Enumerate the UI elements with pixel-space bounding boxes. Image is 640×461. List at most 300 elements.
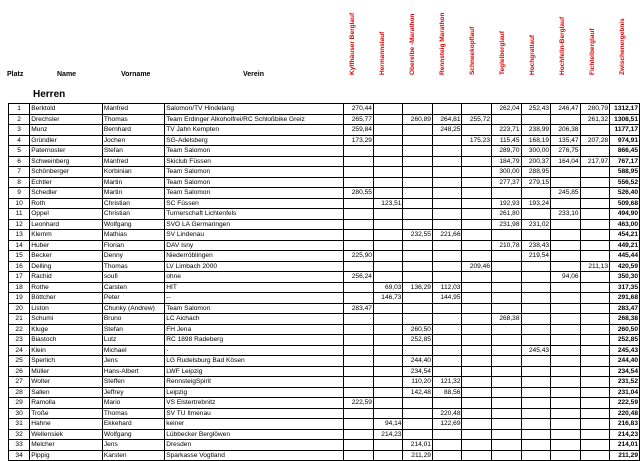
cell-score [432, 303, 462, 314]
cell-score [403, 146, 433, 157]
cell-score [403, 188, 433, 199]
cell-verein: RC 1898 Radeberg [165, 335, 344, 346]
cell-platz: 18 [9, 282, 30, 293]
cell-score [432, 398, 462, 409]
cell-score [344, 419, 374, 430]
cell-score [462, 156, 492, 167]
cell-name: Berktold [30, 104, 103, 115]
cell-score [432, 314, 462, 325]
cell-score [551, 167, 581, 178]
cell-score [462, 146, 492, 157]
cell-score [551, 293, 581, 304]
cell-total: 556,52 [610, 177, 640, 188]
table-row [9, 125, 640, 136]
cell-platz: 33 [9, 440, 30, 451]
cell-total: 866,45 [610, 146, 640, 157]
cell-score: 168,19 [521, 135, 551, 146]
cell-score: 221,66 [432, 230, 462, 241]
cell-score [462, 419, 492, 430]
cell-score [492, 114, 522, 125]
cell-name: Drechsler [30, 114, 103, 125]
cell-score [492, 251, 522, 262]
cell-score [462, 450, 492, 461]
cell-verein: SVO LA Germaringen [165, 219, 344, 230]
cell-score: 252,43 [521, 104, 551, 115]
results-table [8, 103, 640, 461]
cell-score: 248,25 [432, 125, 462, 136]
cell-score [403, 272, 433, 283]
cell-score [580, 240, 610, 251]
cell-verein: Sparkasse Vogtland [165, 450, 344, 461]
cell-score [432, 272, 462, 283]
cell-score: 255,72 [462, 114, 492, 125]
cell-score [462, 387, 492, 398]
cell-score [462, 356, 492, 367]
cell-total: 231,04 [610, 387, 640, 398]
cell-score [344, 429, 374, 440]
cell-name: Wolter [30, 377, 103, 388]
cell-verein: SG-Adelsberg [165, 135, 344, 146]
cell-score [432, 440, 462, 451]
cell-score [373, 314, 403, 325]
cell-total: 1312,17 [610, 104, 640, 115]
cell-score [344, 377, 374, 388]
cell-score [580, 398, 610, 409]
cell-verein: SC Füssen [165, 198, 344, 209]
cell-verein: Team Erdinger Alkoholfrei/RC Schloßbike Greiz [165, 114, 344, 125]
cell-score [521, 261, 551, 272]
cell-score [580, 366, 610, 377]
cell-score [551, 366, 581, 377]
cell-score [521, 114, 551, 125]
header-name: Name [57, 71, 77, 78]
cell-name: Wellensiek [30, 429, 103, 440]
cell-score [432, 345, 462, 356]
table-row [9, 135, 640, 146]
cell-score: 280,79 [580, 104, 610, 115]
cell-score [492, 272, 522, 283]
cell-score [344, 177, 374, 188]
cell-score [432, 324, 462, 335]
cell-score [551, 314, 581, 325]
cell-score: 136,29 [403, 282, 433, 293]
cell-verein: HIT [165, 282, 344, 293]
cell-score [521, 419, 551, 430]
cell-score [373, 303, 403, 314]
table-row [9, 188, 640, 199]
cell-score [373, 188, 403, 199]
cell-score [373, 366, 403, 377]
cell-name: Hahne [30, 419, 103, 430]
cell-vorname: Ekkehard [102, 419, 164, 430]
cell-score: 244,40 [403, 356, 433, 367]
cell-score [373, 240, 403, 251]
cell-score [580, 167, 610, 178]
cell-platz: 27 [9, 377, 30, 388]
cell-vorname: Steffen [102, 377, 164, 388]
cell-score [492, 188, 522, 199]
cell-score [462, 209, 492, 220]
cell-score: 283,47 [344, 303, 374, 314]
cell-name: Gründler [30, 135, 103, 146]
cell-verein: Team Salomon [165, 303, 344, 314]
cell-score [403, 240, 433, 251]
cell-total: 1308,51 [610, 114, 640, 125]
race-header [587, 0, 599, 80]
race-header [377, 0, 389, 80]
cell-score [373, 398, 403, 409]
cell-score [580, 282, 610, 293]
cell-score [432, 429, 462, 440]
header-platz: Platz [7, 71, 24, 78]
cell-verein: Team Salomon [165, 167, 344, 178]
cell-score [580, 146, 610, 157]
cell-vorname: Jeffrey [102, 387, 164, 398]
cell-score [403, 219, 433, 230]
cell-score [521, 356, 551, 367]
cell-score [432, 104, 462, 115]
cell-score [403, 251, 433, 262]
cell-score: 94,06 [551, 272, 581, 283]
cell-verein: TV Jahn Kempten [165, 125, 344, 136]
cell-score [551, 408, 581, 419]
cell-verein: LG Rudelsburg Bad Kösen [165, 356, 344, 367]
cell-score: 220,48 [432, 408, 462, 419]
cell-score [344, 146, 374, 157]
cell-score [580, 219, 610, 230]
cell-score [551, 303, 581, 314]
cell-score [373, 440, 403, 451]
cell-score [521, 293, 551, 304]
cell-name: Echtler [30, 177, 103, 188]
cell-score [344, 450, 374, 461]
cell-score: 252,85 [403, 335, 433, 346]
cell-score [432, 177, 462, 188]
cell-total: 1177,17 [610, 125, 640, 136]
cell-score: 256,24 [344, 272, 374, 283]
cell-score: 223,71 [492, 125, 522, 136]
cell-score: 123,51 [373, 198, 403, 209]
cell-score [403, 303, 433, 314]
cell-score [432, 135, 462, 146]
cell-platz: 16 [9, 261, 30, 272]
cell-score: 279,15 [521, 177, 551, 188]
cell-verein: Dresden [165, 440, 344, 451]
cell-platz: 31 [9, 419, 30, 430]
cell-name: Kluge [30, 324, 103, 335]
table-row [9, 198, 640, 209]
cell-score [344, 156, 374, 167]
cell-score [492, 293, 522, 304]
cell-score: 146,73 [373, 293, 403, 304]
cell-score: 211,13 [580, 261, 610, 272]
table-row [9, 345, 640, 356]
cell-total: 252,85 [610, 335, 640, 346]
table-row [9, 356, 640, 367]
cell-platz: 21 [9, 314, 30, 325]
cell-score [403, 419, 433, 430]
cell-name: Leonhard [30, 219, 103, 230]
cell-score [432, 156, 462, 167]
cell-name: Delling [30, 261, 103, 272]
cell-vorname: Michael [102, 345, 164, 356]
cell-score: 144,95 [432, 293, 462, 304]
cell-score [462, 377, 492, 388]
cell-score [521, 440, 551, 451]
cell-total: 494,90 [610, 209, 640, 220]
cell-platz: 30 [9, 408, 30, 419]
cell-total: 767,17 [610, 156, 640, 167]
table-row [9, 408, 640, 419]
cell-vorname: Carsten [102, 282, 164, 293]
cell-score [521, 272, 551, 283]
cell-verein: SV TU Ilmenau [165, 408, 344, 419]
cell-score [344, 314, 374, 325]
cell-platz: 14 [9, 240, 30, 251]
cell-verein: Lübbecker Berglöwen [165, 429, 344, 440]
cell-total: 449,21 [610, 240, 640, 251]
cell-name: Huber [30, 240, 103, 251]
cell-total: 216,83 [610, 419, 640, 430]
cell-name: Sperlich [30, 356, 103, 367]
table-row [9, 377, 640, 388]
cell-total: 445,44 [610, 251, 640, 262]
cell-score: 260,89 [403, 114, 433, 125]
cell-vorname: Denny [102, 251, 164, 262]
cell-score [551, 440, 581, 451]
cell-total: 350,30 [610, 272, 640, 283]
race-header-label: Hochfelln-Berglauf [559, 16, 566, 75]
cell-score [492, 261, 522, 272]
cell-score [462, 282, 492, 293]
cell-score [462, 366, 492, 377]
cell-score [373, 104, 403, 115]
cell-score [551, 335, 581, 346]
race-header-label: Fichtelberglauf [589, 28, 596, 75]
cell-score: 142,48 [403, 387, 433, 398]
cell-score [492, 398, 522, 409]
cell-name: Böttcher [30, 293, 103, 304]
cell-platz: 5 [9, 146, 30, 157]
table-row [9, 387, 640, 398]
cell-name: Ramolla [30, 398, 103, 409]
cell-platz: 22 [9, 324, 30, 335]
cell-score [462, 314, 492, 325]
cell-score: 112,03 [432, 282, 462, 293]
cell-score [492, 408, 522, 419]
cell-name: Troße [30, 408, 103, 419]
cell-vorname: Florian [102, 240, 164, 251]
cell-total: 245,43 [610, 345, 640, 356]
cell-score [521, 377, 551, 388]
cell-score: 175,23 [462, 135, 492, 146]
table-row [9, 156, 640, 167]
cell-name: Rothe [30, 282, 103, 293]
cell-score: 122,69 [432, 419, 462, 430]
cell-score [492, 356, 522, 367]
cell-score: 261,80 [492, 209, 522, 220]
cell-score [403, 198, 433, 209]
cell-score [492, 324, 522, 335]
cell-score [462, 104, 492, 115]
cell-name: Biastoch [30, 335, 103, 346]
cell-score: 264,81 [432, 114, 462, 125]
cell-score [521, 387, 551, 398]
cell-score: 233,10 [551, 209, 581, 220]
cell-score [462, 198, 492, 209]
cell-score [551, 230, 581, 241]
cell-score [521, 398, 551, 409]
cell-score [373, 356, 403, 367]
cell-score [492, 345, 522, 356]
cell-score [551, 450, 581, 461]
cell-score [580, 324, 610, 335]
cell-name: Liston [30, 303, 103, 314]
cell-score: 232,55 [403, 230, 433, 241]
cell-total: 234,54 [610, 366, 640, 377]
cell-score [344, 167, 374, 178]
cell-score [462, 324, 492, 335]
cell-vorname: Thomas [102, 261, 164, 272]
cell-name: Klemm [30, 230, 103, 241]
cell-total: 214,01 [610, 440, 640, 451]
cell-score [462, 251, 492, 262]
cell-score [373, 177, 403, 188]
cell-score [462, 408, 492, 419]
cell-score [373, 345, 403, 356]
cell-verein: Niederröblingen [165, 251, 344, 262]
cell-score [521, 366, 551, 377]
cell-score [373, 408, 403, 419]
cell-score: 110,20 [403, 377, 433, 388]
cell-score [373, 272, 403, 283]
cell-score [344, 408, 374, 419]
cell-score [344, 335, 374, 346]
cell-score [551, 261, 581, 272]
cell-name: Schweinberg [30, 156, 103, 167]
cell-score [462, 240, 492, 251]
cell-score [580, 419, 610, 430]
cell-vorname: Jochen [102, 135, 164, 146]
cell-score [403, 167, 433, 178]
cell-total: 974,91 [610, 135, 640, 146]
cell-score [403, 104, 433, 115]
cell-score: 200,37 [521, 156, 551, 167]
cell-score [462, 429, 492, 440]
cell-score [373, 387, 403, 398]
cell-score [551, 177, 581, 188]
cell-score [344, 240, 374, 251]
cell-vorname: Peter [102, 293, 164, 304]
table-row [9, 251, 640, 262]
cell-platz: 8 [9, 177, 30, 188]
cell-score [373, 114, 403, 125]
cell-score [403, 135, 433, 146]
cell-verein: Salomon/TV Hindelang [165, 104, 344, 115]
cell-score: 115,45 [492, 135, 522, 146]
cell-score [551, 324, 581, 335]
cell-score [462, 293, 492, 304]
header-verein: Verein [243, 71, 265, 78]
cell-score [432, 198, 462, 209]
cell-platz: 24 [9, 345, 30, 356]
table-row [9, 398, 640, 409]
header-vorname: Vorname [121, 71, 151, 78]
cell-score [521, 314, 551, 325]
table-row [9, 450, 640, 461]
cell-verein: Team Salomon [165, 177, 344, 188]
cell-platz: 1 [9, 104, 30, 115]
cell-platz: 11 [9, 209, 30, 220]
cell-total: 244,40 [610, 356, 640, 367]
cell-score [403, 209, 433, 220]
cell-score [373, 219, 403, 230]
cell-score [432, 146, 462, 157]
cell-score [551, 356, 581, 367]
cell-score [580, 209, 610, 220]
cell-score [521, 335, 551, 346]
cell-score: 217,97 [580, 156, 610, 167]
cell-score [551, 345, 581, 356]
cell-score: 245,43 [521, 345, 551, 356]
cell-score: 259,84 [344, 125, 374, 136]
cell-score [344, 366, 374, 377]
cell-vorname: Christian [102, 209, 164, 220]
table-row [9, 440, 640, 451]
cell-score [551, 198, 581, 209]
cell-score [462, 345, 492, 356]
cell-platz: 23 [9, 335, 30, 346]
cell-score [373, 261, 403, 272]
cell-score [344, 198, 374, 209]
cell-score [432, 251, 462, 262]
cell-platz: 15 [9, 251, 30, 262]
table-row [9, 104, 640, 115]
cell-score [580, 387, 610, 398]
cell-score: 238,99 [521, 125, 551, 136]
cell-score [492, 377, 522, 388]
cell-score [492, 419, 522, 430]
table-row [9, 272, 640, 283]
table-row [9, 324, 640, 335]
cell-vorname: Martin [102, 177, 164, 188]
cell-score [373, 156, 403, 167]
cell-vorname: Chunky (Andrew) [102, 303, 164, 314]
cell-score [462, 230, 492, 241]
cell-score [580, 314, 610, 325]
race-header [347, 0, 359, 80]
cell-platz: 17 [9, 272, 30, 283]
cell-name: Roth [30, 198, 103, 209]
cell-score [551, 282, 581, 293]
cell-score [492, 335, 522, 346]
cell-vorname: Bernhard [102, 125, 164, 136]
cell-vorname: Bruno [102, 314, 164, 325]
race-header [527, 0, 539, 80]
cell-score [580, 230, 610, 241]
cell-vorname: Jens [102, 440, 164, 451]
cell-score: 193,24 [521, 198, 551, 209]
cell-score [551, 219, 581, 230]
cell-verein: Team Salomon [165, 188, 344, 199]
cell-score [432, 335, 462, 346]
cell-vorname: Karsten [102, 450, 164, 461]
cell-score [403, 177, 433, 188]
cell-score: 260,50 [403, 324, 433, 335]
cell-score [580, 408, 610, 419]
table-row [9, 146, 640, 157]
cell-platz: 3 [9, 125, 30, 136]
